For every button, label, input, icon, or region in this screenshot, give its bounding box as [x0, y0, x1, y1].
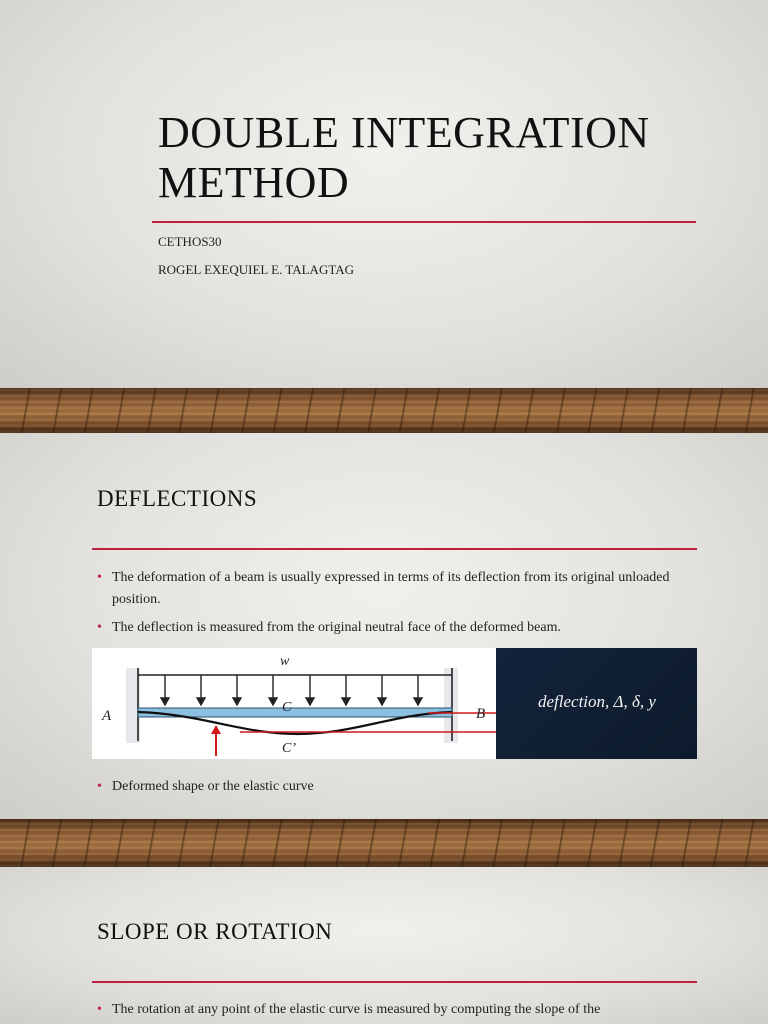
deflection-label-panel	[496, 648, 697, 759]
load-arrows	[161, 675, 422, 705]
point-c-label: C	[282, 700, 292, 715]
beam-diagram	[92, 648, 496, 759]
point-c-prime-label: C’	[282, 741, 296, 756]
bullet-list	[97, 567, 697, 647]
list-item	[97, 999, 697, 1021]
list-item	[97, 776, 697, 798]
bullet-text: The rotation at any point of the elastic curve is measured by computing the slope of the	[112, 1002, 601, 1017]
wood-floor-divider	[0, 388, 768, 433]
title-slide	[0, 0, 768, 388]
beam-deflection-figure	[92, 648, 697, 759]
slope-rotation-slide	[0, 867, 768, 1024]
beam	[138, 708, 452, 717]
bullet-list-secondary	[97, 776, 697, 806]
slide-title-line2: METHOD	[158, 158, 350, 207]
bullet-icon: •	[97, 570, 102, 585]
slide-title: DEFLECTIONS	[97, 486, 258, 511]
bullet-text: Deformed shape or the elastic curve	[112, 779, 314, 794]
author-name: ROGEL EXEQUIEL E. TALAGTAG	[158, 262, 355, 277]
list-item	[97, 617, 697, 639]
support-b-label: B	[476, 706, 486, 722]
bullet-icon: •	[97, 779, 102, 794]
reaction-arrow-head	[211, 725, 221, 734]
deflections-slide	[0, 433, 768, 819]
bullet-list	[97, 999, 697, 1024]
deflection-label: deflection, Δ, δ, y	[538, 692, 656, 711]
bullet-text: The deflection is measured from the original neutral face of the deformed beam.	[112, 620, 561, 635]
title-divider	[92, 981, 697, 983]
wood-floor-divider	[0, 819, 768, 867]
list-item	[97, 567, 697, 611]
slide-title: SLOPE OR ROTATION	[97, 919, 333, 944]
bullet-text: The deformation of a beam is usually expressed in terms of its deflection from its original unloaded position.	[112, 570, 670, 607]
slide-title-line1: DOUBLE INTEGRATION	[158, 108, 650, 157]
support-a-label: A	[102, 708, 112, 724]
bullet-icon: •	[97, 1002, 102, 1017]
bullet-icon: •	[97, 620, 102, 635]
course-code: CETHOS30	[158, 234, 222, 249]
title-divider	[92, 548, 697, 550]
load-label: w	[280, 654, 290, 669]
title-divider	[152, 221, 696, 223]
